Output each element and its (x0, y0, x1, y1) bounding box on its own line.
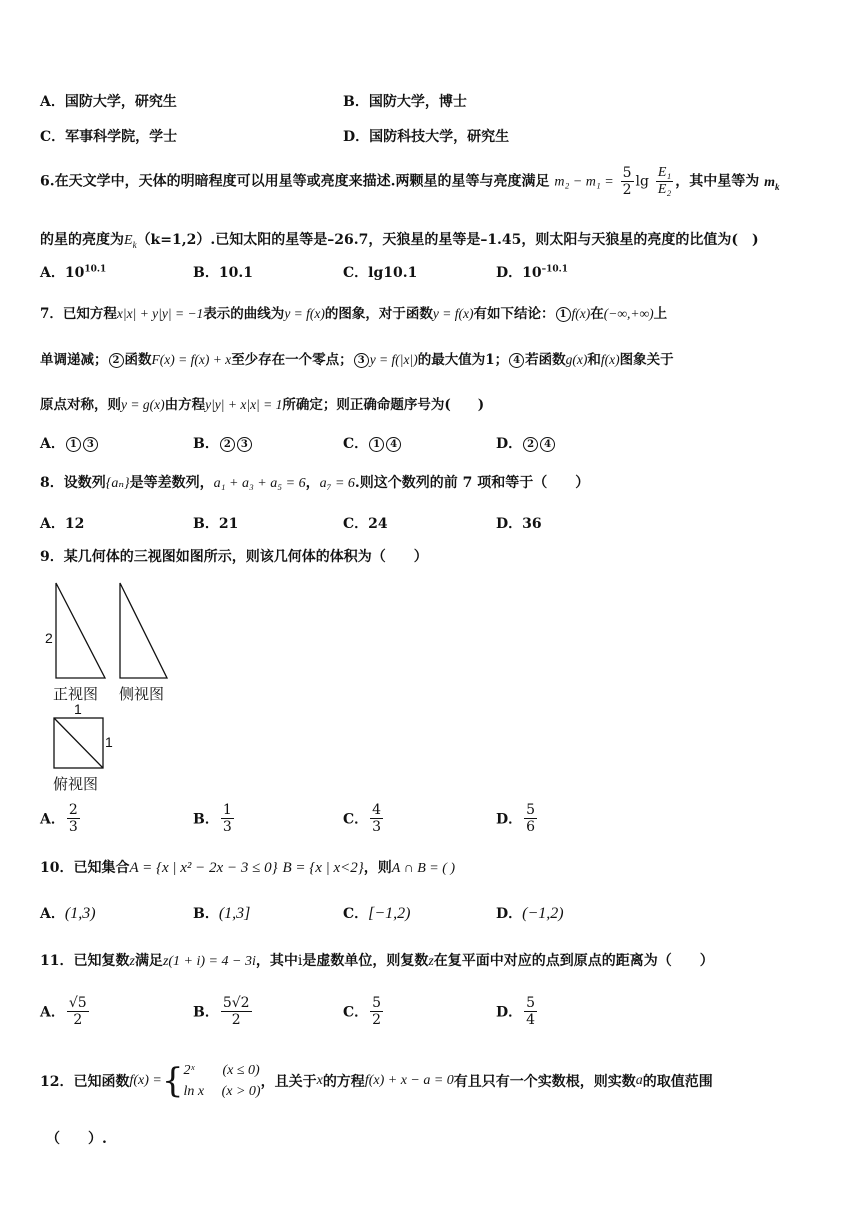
q5-option-a: A．国防大学，研究生 (40, 94, 177, 110)
q9-option-c: C． $\frac{4}{3}$ (343, 802, 382, 836)
q12-fx: f(x) = (129, 1073, 162, 1088)
q6-option-d: D．$10^{-10.1}$ (496, 264, 569, 281)
front-view-label: 正视图 (53, 686, 99, 703)
q11-z1: z (129, 954, 135, 969)
top-view-diagonal (54, 718, 103, 768)
q6-ek: $E_k$ (124, 233, 137, 250)
q6-line2a: 的星的亮度为 (40, 232, 124, 248)
q6-text2: ，其中星等为 (675, 173, 760, 190)
q7-l3b: 由方程 (164, 397, 206, 413)
q6-line2b: （k=1,2）.已知太阳的星等是–26.7，天狼星的星等是–1.45，则太阳与天狼星的亮度的比值为( ) (136, 232, 759, 248)
q11-z2: z (428, 954, 434, 969)
q7-eq1: x|x| + y|y| = −1 (116, 306, 204, 321)
q12-number: 12． (40, 1074, 74, 1090)
q7-eq10: y = g(x) (121, 397, 165, 412)
q7-option-a: A． 1 3 (40, 433, 99, 453)
q8-option-a: A．12 (40, 516, 85, 532)
q8-t1: 设数列 (63, 475, 106, 491)
q7-eq3: y = f(x) (432, 306, 474, 321)
top-view-label: 俯视图 (53, 776, 99, 793)
q7-l3c: 所确定；则正确命题序号为( ) (282, 397, 485, 413)
q12-t3: 的方程 (322, 1074, 365, 1090)
q7-l2a: 单调递减； (40, 352, 108, 368)
q9-option-b: B． $\frac{1}{3}$ (193, 802, 232, 836)
q10-option-d: D．(−1,2) (496, 905, 564, 922)
q9-option-d: D． $\frac{5}{6}$ (496, 802, 536, 836)
q7-eq5: (−∞,+∞) (603, 306, 654, 321)
q6-line1 (40, 165, 780, 198)
q11-number: 11． (40, 953, 74, 969)
q6-text1: 在天文学中，天体的明暗程度可以用星等或亮度来描述.两颗星的星等与亮度满足 (54, 173, 550, 190)
q10-option-b: B．(1,3] (193, 905, 251, 922)
q6-frac-52: $\frac{5}{2}$ (622, 165, 632, 199)
top-depth-label: 1 (105, 734, 113, 750)
q12-t5: 的取值范围 (642, 1074, 713, 1090)
q7-number: 7． (40, 306, 63, 322)
q7-t5: 在 (590, 306, 604, 322)
q12-line1 (40, 1060, 713, 1102)
q7-l3a: 原点对称，则 (40, 397, 121, 413)
q10-line (40, 857, 455, 877)
q7-l2c: 至少存在一个零点； (231, 352, 353, 368)
q8-t3: ， (305, 475, 320, 491)
q11-t1: 已知复数 (73, 953, 130, 969)
q7-eq2: y = f(x) (284, 306, 325, 321)
q11-option-a: A． $\frac{√5}{2}$ (40, 995, 87, 1029)
left-brace-icon: { (161, 1061, 184, 1101)
q6-number: 6. (40, 173, 55, 190)
q10-t1: 已知集合 (73, 860, 130, 876)
q7-t2: 表示的曲线为 (203, 306, 285, 322)
q7-t4: 有如下结论： (473, 306, 555, 322)
q11-eq1: z(1 + i) = 4 − 3i (162, 954, 256, 969)
q11-t4: 是虚数单位，则复数 (302, 953, 429, 969)
q10-option-c: C．[−1,2) (343, 905, 411, 922)
q12-t2: ，且关于 (260, 1074, 317, 1090)
q12-eq: f(x) + x − a = 0 (364, 1073, 454, 1088)
q8-line (40, 472, 589, 492)
q8-eq2: a₇ = 6 (319, 476, 355, 491)
q12-end: （ ）. (46, 1131, 107, 1147)
q8-option-d: D．36 (496, 516, 542, 532)
q8-t4: .则这个数列的前 7 项和等于（ ） (354, 475, 590, 491)
q9-option-a: A． $\frac{2}{3}$ (40, 802, 78, 836)
q7-l2b: 函数 (124, 352, 152, 368)
q6-option-c: C．lg10.1 (343, 265, 418, 281)
q7-eq4: f(x) (571, 306, 591, 321)
q7-t6: 上 (653, 306, 668, 322)
q7-t3: 的图象，对于函数 (324, 306, 433, 322)
q10-number: 10． (40, 860, 74, 876)
q11-line (40, 950, 714, 970)
q8-option-c: C．24 (343, 516, 388, 532)
q6-lg: lg (635, 173, 649, 190)
q11-t3: ，其中 (255, 953, 298, 969)
circled-1-icon: 1 (556, 307, 571, 322)
front-height-label: 2 (45, 630, 53, 646)
q10-option-a: A．(1,3) (40, 905, 96, 922)
q7-eq9: f(x) (600, 352, 620, 367)
q8-seq: {aₙ} (105, 476, 130, 491)
q7-eq6: F(x) = f(x) + x (151, 352, 232, 367)
q7-line1 (40, 302, 667, 322)
q7-eq8: g(x) (565, 352, 588, 367)
top-width-label: 1 (74, 701, 82, 717)
q12-t1: 已知函数 (73, 1074, 130, 1090)
q7-eq11: y|y| + x|x| = 1 (205, 397, 283, 412)
q12-x: x (316, 1073, 323, 1088)
q7-eq7: y = f(|x|) (369, 352, 418, 367)
q8-eq1: a₁ + a₃ + a₅ = 6 (213, 476, 306, 491)
q6-option-b: B．10.1 (193, 265, 253, 281)
q5-option-c: C．军事科学院，学士 (40, 129, 178, 145)
q6-frac-e: $\frac{\text{E₁}}{\text{E₂}}$ (657, 165, 672, 198)
q7-t1: 已知方程 (62, 306, 117, 322)
q7-option-c: C． 1 4 (343, 433, 402, 453)
q8-option-b: B．21 (193, 516, 239, 532)
q7-l2f: 和 (587, 352, 601, 368)
q6-mk: $m_k$ (764, 174, 780, 192)
q12-a: a (635, 1073, 643, 1088)
q6-option-a: A．$10^{10.1}$ (40, 264, 107, 281)
side-view-triangle (120, 583, 167, 678)
q11-option-c: C． $\frac{5}{2}$ (343, 995, 382, 1029)
q6-formula-left: m₂ − m₁ = (554, 174, 614, 190)
q9-question: 9．某几何体的三视图如图所示，则该几何体的体积为（ ） (40, 549, 428, 565)
q11-i: i (297, 953, 303, 969)
q12-t4: 有且只有一个实数根，则实数 (453, 1074, 636, 1090)
q10-eq1: A = {x | x² − 2x − 3 ≤ 0} (129, 860, 278, 876)
q6-line2 (40, 229, 759, 250)
q10-eq2: B = {x | x<2} (282, 860, 364, 876)
q7-l2e: 若函数 (525, 352, 566, 368)
circled-3-icon: 3 (354, 353, 369, 368)
q7-option-b: B． 2 3 (193, 433, 253, 453)
q7-l2g: 图象关于 (619, 352, 674, 368)
q7-option-d: D． 2 4 (496, 433, 556, 453)
q7-line2 (40, 348, 674, 368)
q11-option-b: B． $\frac{5√2}{2}$ (193, 995, 250, 1029)
q10-t2: ，则 (363, 860, 392, 876)
q8-t2: 是等差数列， (129, 475, 214, 491)
q11-option-d: D． $\frac{5}{4}$ (496, 995, 536, 1029)
q10-eq3: A ∩ B = ( ) (391, 861, 456, 876)
q7-l2d: 的最大值为1； (417, 352, 509, 368)
q12-cases: 2ˣ (x ≤ 0) ln x (x > 0) (183, 1063, 261, 1099)
q5-option-d: D．国防科技大学，研究生 (343, 129, 510, 145)
q11-t2: 满足 (134, 953, 163, 969)
q11-t5: 在复平面中对应的点到原点的距离为（ ） (433, 953, 714, 969)
q8-number: 8． (40, 475, 64, 491)
front-view-triangle (56, 583, 105, 678)
side-view-label: 侧视图 (119, 686, 165, 703)
q5-option-b: B．国防大学，博士 (343, 94, 467, 110)
circled-4-icon: 4 (509, 353, 524, 368)
q7-line3 (40, 393, 484, 413)
circled-2-icon: 2 (109, 353, 124, 368)
